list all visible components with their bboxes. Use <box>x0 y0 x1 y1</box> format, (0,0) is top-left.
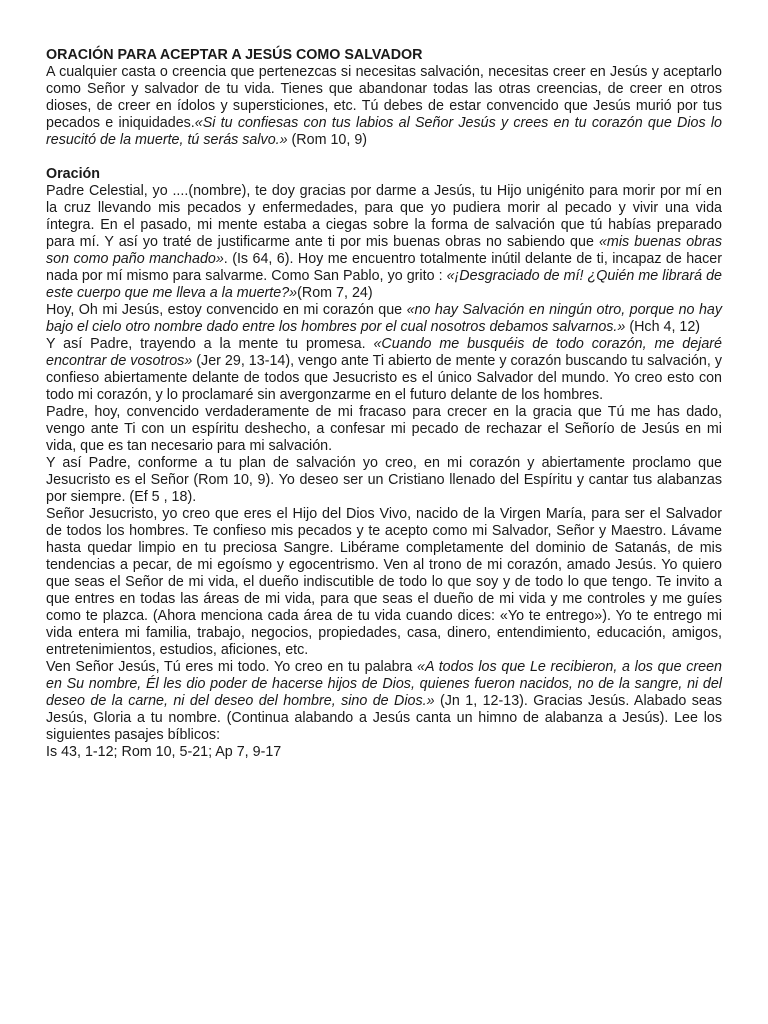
paragraph-text: . (Is 64, 6). Hoy me encuentro totalmente inútil delante de ti, incapaz de hacer nada por mí mismo para salvarme. Como San Pablo, yo grito : <box>46 251 722 284</box>
paragraph-text: Y así Padre, conforme a tu plan de salvación yo creo, en mi corazón y abiertamente proclamo que Jesucristo es el Señor (Rom 10, 9). Yo deseo ser un Cristiano llenado del Espíritu y cantar tus alabanzas por siempre. (Ef 5 , 18). <box>46 455 722 505</box>
scripture-quote: «¡Desgraciado de mí! ¿Quién me librará de este cuerpo que me lleva a la muerte?» <box>46 268 722 301</box>
paragraph-text: Ven Señor Jesús, Tú eres mi todo. Yo creo en tu palabra <box>46 659 418 675</box>
paragraph-text: Señor Jesucristo, yo creo que eres el Hijo del Dios Vivo, nacido de la Virgen María, para ser el Salvador de todos los hombres. Te confieso mis pecados y te acepto como mi Salvador, Señor y Maestro. Lávame hasta quedar limpio en tu preciosa Sangre. Libérame completamente del dominio de Satanás, de mis tendencias a pecar, de mi egoísmo y egocentrismo. Ven al trono de mi corazón, amado Jesús. Yo quiero que seas el Señor de mi vida, el dueño indiscutible de todo lo que soy y de todo lo que tengo. Te invito a que entres en todas las áreas de mi vida, para que seas el dueño de mi vida y me controles y me guíes como te plazca. (Ahora menciona cada área de tu vida cuando dices: «Yo te entrego»). Yo te entrego mi vida entera mi familia, trabajo, negocios, propiedades, casa, dinero, entendimiento, educación, amigos, entretenimientos, estudios, aficiones, etc. <box>46 506 722 658</box>
prayer-paragraph <box>46 183 722 302</box>
paragraph-text: (Hch 4, 12) <box>625 319 701 335</box>
bible-references: Is 43, 1-12; Rom 10, 5-21; Ap 7, 9-17 <box>46 744 282 760</box>
prayer-paragraph <box>46 302 722 336</box>
paragraph-text: (Jn 1, 12-13). Gracias Jesús. Alabado seas Jesús, Gloria a tu nombre. (Continua alabando a Jesús canta un himno de alabanza a Jesús). Lee los siguientes pasajes bíblicos: <box>46 693 722 743</box>
scripture-quote: «no hay Salvación en ningún otro, porque no hay bajo el cielo otro nombre dado entre los hombres por el cual nosotros debamos salvarnos.» <box>46 302 722 335</box>
paragraph-text: (Rom 10, 9) <box>287 132 368 148</box>
paragraph-spacer <box>46 149 722 166</box>
prayer-body <box>46 183 722 744</box>
paragraph-text: A cualquier casta o creencia que pertenezcas si necesitas salvación, necesitas creer en Jesús y aceptarlo como Señor y salvador de tu vida. Tienes que abandonar todas las otras creencias, de creer en otros dioses, de creer en ídolos y supersticiones, etc. Tú debes de estar convencido que Jesús murió por tus pecados e iniquidades. <box>46 64 722 131</box>
prayer-paragraph <box>46 506 722 659</box>
prayer-heading: Oración <box>46 166 101 182</box>
document-title: ORACIÓN PARA ACEPTAR A JESÚS COMO SALVADOR <box>46 47 423 63</box>
prayer-paragraph <box>46 336 722 404</box>
prayer-paragraph <box>46 455 722 506</box>
prayer-paragraph <box>46 404 722 455</box>
scripture-quote: «Cuando me busquéis de todo corazón, me dejaré encontrar de vosotros» <box>46 336 722 369</box>
intro-paragraph <box>46 64 722 149</box>
scripture-quote: «mis buenas obras son como paño manchado» <box>46 234 722 267</box>
paragraph-text: Hoy, Oh mi Jesús, estoy convencido en mi corazón que <box>46 302 407 318</box>
paragraph-text: Padre, hoy, convencido verdaderamente de mi fracaso para crecer en la gracia que Tú me has dado, vengo ante Ti con un espíritu deshecho, a confesar mi pecado de rechazar el Señorío de Jesús en mi vida, que es tan necesario para mi salvación. <box>46 404 722 454</box>
paragraph-text: Padre Celestial, yo ....(nombre), te doy gracias por darme a Jesús, tu Hijo unigénito para morir por mí en la cruz llevando mis pecados y enfermedades, para que yo pudiera morir al pecado y vivir una vida íntegra. En el pasado, mi mente estaba a ciegas sobre la forma de salvación que tú habías preparado para mí. Y así yo traté de justificarme ante ti por mis buenas obras no sabiendo que <box>46 183 722 250</box>
paragraph-text: (Rom 7, 24) <box>297 285 373 301</box>
scripture-quote: «Si tu confiesas con tus labios al Señor Jesús y crees en tu corazón que Dios lo resucitó de la muerte, tú serás salvo.» <box>46 115 722 148</box>
scripture-quote: «A todos los que Le recibieron, a los que creen en Su nombre, Él les dio poder de hacerse hijos de Dios, quienes fueron nacidos, no de la sangre, ni del deseo de la carne, ni del deseo del hombre, sino de Dios.» <box>46 659 722 709</box>
paragraph-text: Y así Padre, trayendo a la mente tu promesa. <box>46 336 374 352</box>
paragraph-text: (Jer 29, 13-14), vengo ante Ti abierto de mente y corazón buscando tu salvación, y confieso abiertamente delante de todos que Jesucristo es el único Salvador del mundo. Yo creo esto con todo mi corazón, y lo proclamaré sin avergonzarme en el futuro delante de los hombres. <box>46 353 723 403</box>
prayer-paragraph <box>46 659 722 744</box>
